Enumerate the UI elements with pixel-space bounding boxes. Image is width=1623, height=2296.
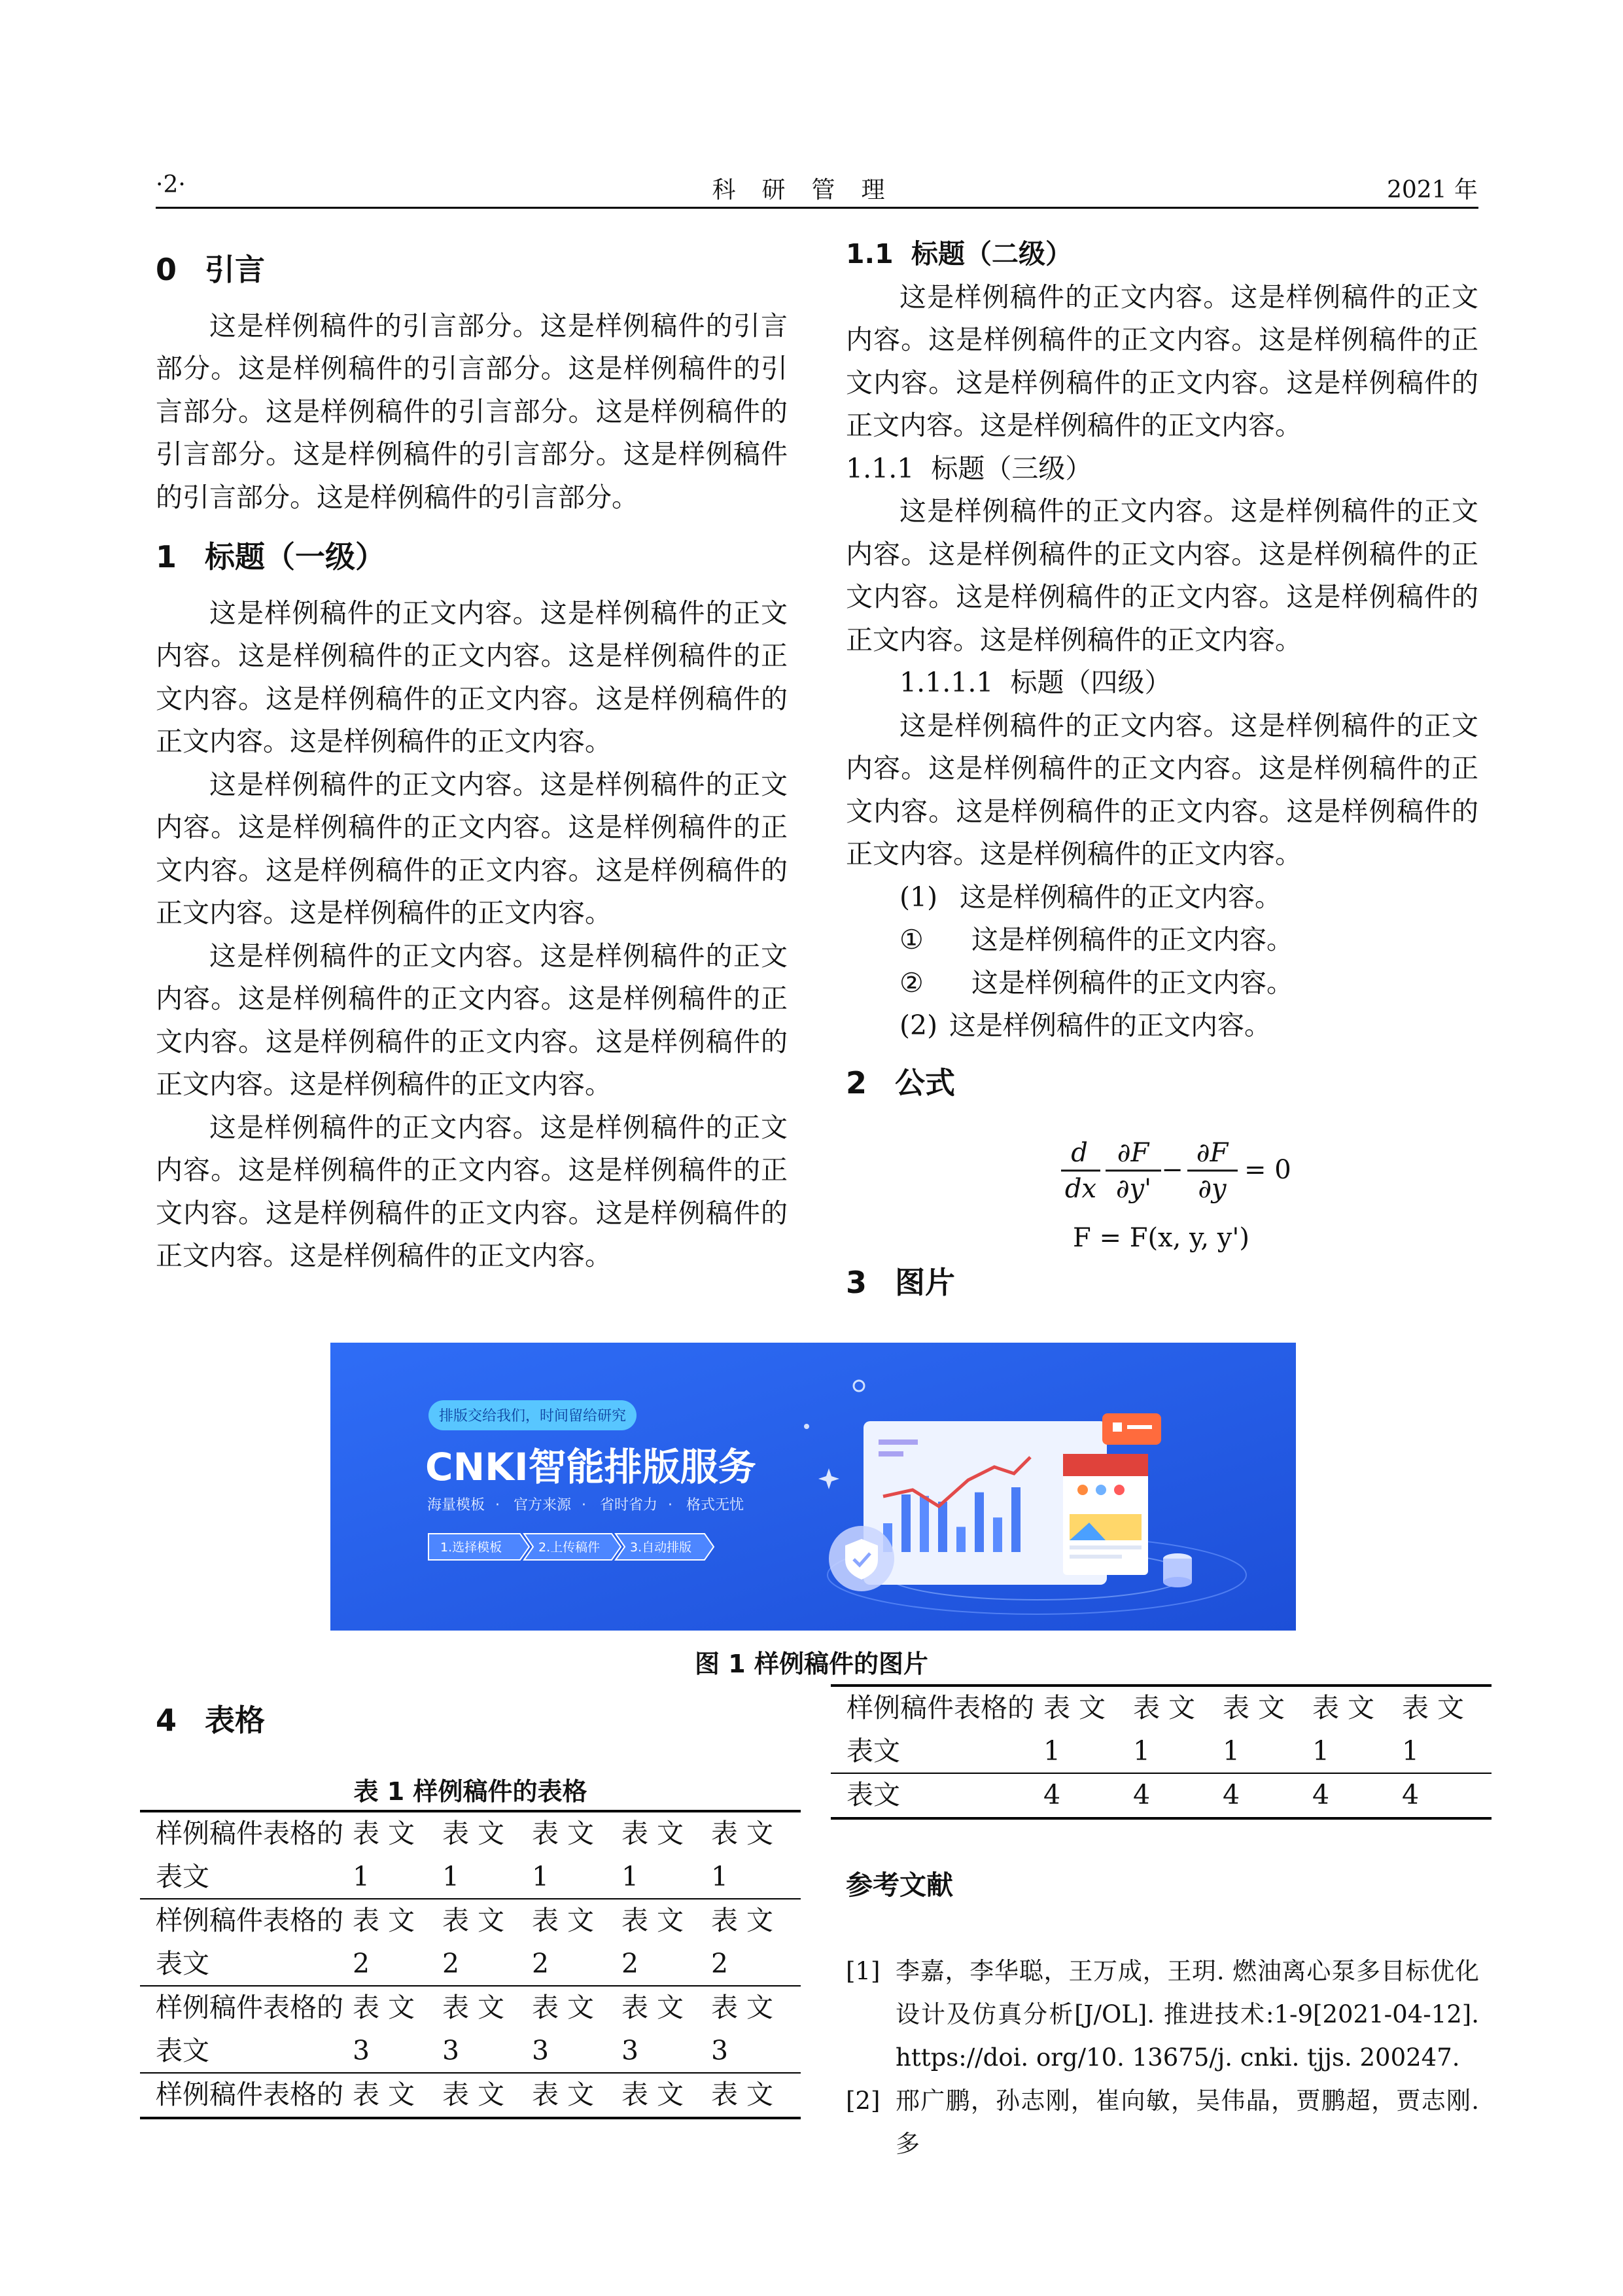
doc-line: [1070, 1555, 1122, 1559]
cell-text: 1: [711, 1860, 729, 1892]
list-marker: (2): [899, 1010, 938, 1041]
card-dot: [1096, 1485, 1106, 1495]
section-number: 2: [846, 1065, 867, 1101]
table-row: [140, 2073, 801, 2118]
cell-text: 表 文: [353, 1818, 415, 1849]
bar: [901, 1494, 911, 1552]
list-text: 这是样例稿件的正文内容。: [949, 1010, 1271, 1041]
reference-item: [846, 2079, 1479, 2166]
section-0-heading: [156, 249, 788, 292]
cell-text: 3: [711, 2034, 729, 2066]
table-row-label: [140, 1811, 353, 1856]
cell-text: 表 文: [1223, 1692, 1285, 1723]
figure-caption: 图 1 样例稿件的图片: [695, 1650, 928, 1678]
table-cell: [1043, 1773, 1133, 1818]
section-number: 3: [846, 1265, 867, 1300]
list-marker: ①: [899, 924, 924, 955]
table-row-label: [140, 1943, 353, 1987]
section-title: 图片: [895, 1265, 955, 1300]
cell-text: 4: [1133, 1779, 1151, 1810]
table-row: [831, 1730, 1492, 1774]
body-paragraph: 这是样例稿件的正文内容。这是样例稿件的正文内容。这是样例稿件的正文内容。这是样例稿件的正文内容。这是样例稿件的正文内容。这是样例稿件的正文内容。这是样例稿件的正文内容。: [846, 709, 1478, 870]
section-title: 公式: [895, 1065, 955, 1101]
cell-text: 表 文: [1312, 1692, 1375, 1723]
table-cell: [621, 1811, 711, 1856]
formula-dyp: ∂y': [1115, 1174, 1152, 1204]
cell-text: 表 文: [621, 2079, 684, 2110]
section-1-1-1-1-heading: [846, 662, 1478, 705]
cell-text: 1: [1402, 1735, 1420, 1767]
cell-text: 3: [621, 2034, 639, 2066]
formula-rhs: = 0: [1244, 1155, 1291, 1185]
table-cell: [711, 1899, 801, 1943]
list-text: 这是样例稿件的正文内容。: [960, 881, 1282, 913]
section-number: 4: [156, 1703, 177, 1738]
cell-text: 表 文: [532, 2079, 595, 2110]
table-cell: [1402, 1730, 1492, 1774]
cell-text: 表文: [846, 1735, 900, 1767]
cell-text: 表 文: [711, 2079, 774, 2110]
banner-dot: ·: [495, 1497, 500, 1513]
table-cell: [1133, 1686, 1223, 1730]
cell-text: 表 文: [353, 2079, 415, 2110]
cell-text: 2: [353, 1947, 370, 1979]
table-cell: [621, 1986, 711, 2030]
bar: [975, 1492, 984, 1552]
cell-text: 2: [621, 1947, 639, 1979]
table-cell: [1402, 1773, 1492, 1818]
table-cell: [532, 1899, 621, 1943]
section-3-heading: [846, 1262, 1478, 1305]
page-number: ·2·: [156, 171, 186, 198]
body-paragraph: 这是样例稿件的正文内容。这是样例稿件的正文内容。这是样例稿件的正文内容。这是样例稿件的正文内容。这是样例稿件的正文内容。这是样例稿件的正文内容。这是样例稿件的正文内容。: [156, 1111, 788, 1271]
list-text: 这是样例稿件的正文内容。: [971, 966, 1293, 998]
list-item: [846, 1004, 1478, 1048]
formula-block: [1060, 1135, 1400, 1260]
table-cell: [353, 1943, 442, 1987]
cell-text: 2: [711, 1947, 729, 1979]
cell-text: 2: [442, 1947, 460, 1979]
cell-text: 样例稿件表格的: [156, 2079, 343, 2110]
table-cell: [711, 1943, 801, 1987]
table-2-body: [831, 1686, 1492, 1818]
section-1-heading: [156, 536, 788, 579]
body-paragraph: 这是样例稿件的正文内容。这是样例稿件的正文内容。这是样例稿件的正文内容。这是样例稿件的正文内容。这是样例稿件的正文内容。这是样例稿件的正文内容。这是样例稿件的正文内容。: [156, 768, 788, 928]
chat-dot: [1113, 1422, 1122, 1432]
table-cell: [1312, 1773, 1402, 1818]
formula-d: d: [1071, 1138, 1088, 1168]
table-cell: [442, 1899, 532, 1943]
table-cell: [442, 2030, 532, 2074]
cell-text: 表文: [156, 1860, 209, 1892]
banner-sub-3: 省时省力: [600, 1497, 658, 1513]
reference-number: [2]: [846, 2087, 881, 2115]
cell-text: 表 文: [353, 1905, 415, 1936]
doc-card-header: [1063, 1454, 1148, 1476]
section-2-heading: [846, 1062, 1478, 1105]
table-cell: [1043, 1730, 1133, 1774]
table-cell: [442, 1856, 532, 1899]
cell-text: 表文: [846, 1779, 900, 1810]
table-row-label: [831, 1730, 1043, 1774]
table-row: [831, 1773, 1492, 1818]
cell-text: 样例稿件表格的: [846, 1692, 1034, 1723]
banner-title: CNKI智能排版服务: [425, 1445, 756, 1489]
cell-text: 表 文: [532, 1992, 595, 2023]
table-row: [831, 1686, 1492, 1730]
banner-sub-2: 官方来源: [514, 1497, 572, 1513]
banner-sub-1: 海量模板: [427, 1497, 485, 1513]
list-item: [846, 962, 1478, 1005]
table-row: [140, 1943, 801, 1987]
list-item: [846, 876, 1478, 919]
banner-sub-4: 格式无忧: [686, 1497, 744, 1513]
section-title: 标题（一级）: [205, 539, 385, 574]
table-row-label: [831, 1773, 1043, 1818]
table-cell: [353, 1856, 442, 1899]
cell-text: 表文: [156, 1947, 209, 1979]
table-cell: [621, 1899, 711, 1943]
bar: [993, 1517, 1002, 1552]
table-cell: [711, 2073, 801, 2118]
cell-text: 表 文: [442, 2079, 505, 2110]
table-1-title: 表 1 样例稿件的表格: [353, 1777, 587, 1806]
cell-text: 表 文: [621, 1992, 684, 2023]
list-text: 这是样例稿件的正文内容。: [971, 924, 1293, 955]
table-cell: [442, 2073, 532, 2118]
table-cell: [621, 2030, 711, 2074]
formula-dF2: ∂F: [1196, 1138, 1229, 1168]
cell-text: 1: [1133, 1735, 1151, 1767]
cell-text: 表 文: [711, 1905, 774, 1936]
screen-line: [879, 1451, 903, 1457]
cell-text: 表 文: [1133, 1692, 1196, 1723]
table-cell: [353, 2073, 442, 2118]
left-column: [156, 249, 788, 1278]
bar: [956, 1527, 966, 1553]
table-cell: [353, 1986, 442, 2030]
step-2-label: 2.上传稿件: [538, 1540, 601, 1555]
cell-text: 表 文: [442, 1992, 505, 2023]
step-1-label: 1.选择模板: [440, 1540, 502, 1555]
formula-eq2: F = F(x, y, y'): [1073, 1223, 1249, 1253]
body-paragraph: 这是样例稿件的正文内容。这是样例稿件的正文内容。这是样例稿件的正文内容。这是样例稿件的正文内容。这是样例稿件的正文内容。这是样例稿件的正文内容。这是样例稿件的正文内容。: [846, 495, 1478, 656]
section-number: 1.1: [846, 238, 894, 270]
banner-badge-text: 排版交给我们，时间留给研究: [438, 1408, 627, 1424]
sparkle-dot: [804, 1424, 809, 1429]
table-1: [140, 1810, 801, 2119]
cell-text: 1: [532, 1860, 550, 1892]
table-cell: [442, 1943, 532, 1987]
table-cell: [532, 1943, 621, 1987]
table-cell: [1133, 1730, 1223, 1774]
section-title: 标题（四级）: [1010, 667, 1172, 698]
cell-text: 4: [1043, 1779, 1061, 1810]
section-4-heading: [156, 1697, 265, 1740]
cell-text: 表文: [156, 2034, 209, 2066]
banner-dot: ·: [582, 1497, 586, 1513]
table-row: [140, 1811, 801, 1856]
header-rule: [156, 207, 1478, 209]
body-paragraph: 这是样例稿件的正文内容。这是样例稿件的正文内容。这是样例稿件的正文内容。这是样例稿件的正文内容。这是样例稿件的正文内容。这是样例稿件的正文内容。这是样例稿件的正文内容。: [156, 940, 788, 1100]
table-cell: [532, 1986, 621, 2030]
bar: [938, 1502, 947, 1552]
list-marker: ②: [899, 966, 924, 998]
formula-dy: ∂y: [1198, 1174, 1227, 1204]
table-cell: [1223, 1730, 1312, 1774]
table-cell: [1223, 1686, 1312, 1730]
banner-dot: ·: [668, 1497, 672, 1513]
card-dot: [1077, 1485, 1088, 1495]
cell-text: 表 文: [621, 1818, 684, 1849]
table-cell: [1312, 1686, 1402, 1730]
list-item: [846, 919, 1478, 962]
body-paragraph: 这是样例稿件的正文内容。这是样例稿件的正文内容。这是样例稿件的正文内容。这是样例稿件的正文内容。这是样例稿件的正文内容。这是样例稿件的正文内容。这是样例稿件的正文内容。: [846, 281, 1478, 441]
list-marker: (1): [899, 881, 938, 913]
section-1-1-heading: [846, 233, 1478, 276]
cell-text: 表 文: [532, 1905, 595, 1936]
table-cell: [711, 1811, 801, 1856]
table-2-continued: [831, 1684, 1492, 1820]
doc-line: [1070, 1545, 1142, 1549]
cell-text: 4: [1312, 1779, 1330, 1810]
section-number: 1.1.1.1: [899, 667, 994, 698]
table-cell: [711, 1986, 801, 2030]
formula-dF: ∂F: [1117, 1138, 1149, 1168]
reference-text: 邢广鹏，孙志刚，崔向敏，吴伟晶，贾鹏超，贾志刚. 多: [896, 2087, 1479, 2158]
table-cell: [353, 2030, 442, 2074]
table-cell: [353, 1899, 442, 1943]
section-1-1-1-heading: [846, 448, 1478, 491]
section-title: 标题（三级）: [931, 452, 1092, 484]
cell-text: 4: [1223, 1779, 1240, 1810]
cell-text: 表 文: [1043, 1692, 1106, 1723]
reference-item: [846, 1950, 1479, 2079]
table-cell: [1402, 1686, 1492, 1730]
table-cell: [1043, 1686, 1133, 1730]
table-cell: [532, 2073, 621, 2118]
table-row-label: [140, 2073, 353, 2118]
issue-year: 2021 年: [1386, 177, 1478, 203]
table-cell: [621, 1943, 711, 1987]
cell-text: 1: [1043, 1735, 1061, 1767]
table-cell: [532, 2030, 621, 2074]
table-row-label: [140, 1899, 353, 1943]
formula-dx: dx: [1064, 1174, 1097, 1204]
table-1-body: [140, 1811, 801, 2118]
cell-text: 表 文: [621, 1905, 684, 1936]
table-cell: [353, 1811, 442, 1856]
table-row-label: [140, 1856, 353, 1899]
section-title: 标题（二级）: [911, 238, 1072, 270]
cell-text: 表 文: [1402, 1692, 1465, 1723]
table-cell: [532, 1856, 621, 1899]
section-title: 表格: [205, 1703, 265, 1738]
cell-text: 1: [442, 1860, 460, 1892]
cell-text: 3: [442, 2034, 460, 2066]
cell-text: 3: [353, 2034, 370, 2066]
journal-title: 科研管理: [712, 177, 911, 203]
body-paragraph: 这是样例稿件的正文内容。这是样例稿件的正文内容。这是样例稿件的正文内容。这是样例稿件的正文内容。这是样例稿件的正文内容。这是样例稿件的正文内容。这是样例稿件的正文内容。: [156, 597, 788, 757]
section-number: 0: [156, 252, 177, 287]
cell-text: 样例稿件表格的: [156, 1818, 343, 1849]
cell-text: 1: [1223, 1735, 1240, 1767]
table-cell: [711, 1856, 801, 1899]
chat-line: [1127, 1425, 1152, 1429]
cylinder-bottom: [1163, 1577, 1192, 1587]
cell-text: 1: [353, 1860, 370, 1892]
table-row-label: [831, 1686, 1043, 1730]
table-cell: [442, 1986, 532, 2030]
cell-text: 3: [532, 2034, 550, 2066]
bar: [1011, 1487, 1021, 1552]
table-cell: [1133, 1773, 1223, 1818]
table-row: [140, 2030, 801, 2074]
reference-number: [1]: [846, 1957, 881, 1985]
intro-paragraph: 这是样例稿件的引言部分。这是样例稿件的引言部分。这是样例稿件的引言部分。这是样例稿件的引言部分。这是样例稿件的引言部分。这是样例稿件的引言部分。这是样例稿件的引言部分。这是样例稿件的引言部分。这是样例稿件的引言部分。: [156, 309, 788, 513]
table-cell: [532, 1811, 621, 1856]
cell-text: 2: [532, 1947, 550, 1979]
bar: [920, 1496, 929, 1552]
cell-text: 1: [1312, 1735, 1330, 1767]
table-row: [140, 1986, 801, 2030]
card-dot: [1114, 1485, 1125, 1495]
cell-text: 样例稿件表格的: [156, 1905, 343, 1936]
cell-text: 表 文: [532, 1818, 595, 1849]
reference-text: 李嘉，李华聪，王万成，王玥. 燃油离心泵多目标优化设计及仿真分析[J/OL]. 推进技术:1-9[2021-04-12]. https://doi. org/10. 13675/j. cnki. tjjs. 200247.: [896, 1957, 1479, 2072]
cell-text: 表 文: [442, 1818, 505, 1849]
table-row-label: [140, 2030, 353, 2074]
cell-text: 表 文: [353, 1992, 415, 2023]
cell-text: 1: [621, 1860, 639, 1892]
table-row-label: [140, 1986, 353, 2030]
table-cell: [621, 1856, 711, 1899]
step-3-label: 3.自动排版: [630, 1540, 692, 1555]
screen-line: [879, 1439, 918, 1445]
table-row: [140, 1899, 801, 1943]
section-number: 1: [156, 539, 177, 574]
table-cell: [621, 2073, 711, 2118]
references-list: [846, 1950, 1479, 2166]
banner-svg: [330, 1343, 1296, 1631]
table-cell: [1312, 1730, 1402, 1774]
formula-minus: −: [1161, 1155, 1183, 1185]
cell-text: 表 文: [711, 1992, 774, 2023]
table-row: [140, 1856, 801, 1899]
table-cell: [711, 2030, 801, 2074]
cell-text: 4: [1402, 1779, 1420, 1810]
section-title: 引言: [205, 252, 265, 287]
cell-text: 表 文: [442, 1905, 505, 1936]
figure-1-banner: [330, 1343, 1296, 1631]
references-title: 参考文献: [846, 1869, 953, 1901]
section-number: 1.1.1: [846, 452, 915, 484]
cell-text: 样例稿件表格的: [156, 1992, 343, 2023]
table-cell: [1223, 1773, 1312, 1818]
cell-text: 表 文: [711, 1818, 774, 1849]
table-cell: [442, 1811, 532, 1856]
formula-svg: [1060, 1135, 1400, 1260]
